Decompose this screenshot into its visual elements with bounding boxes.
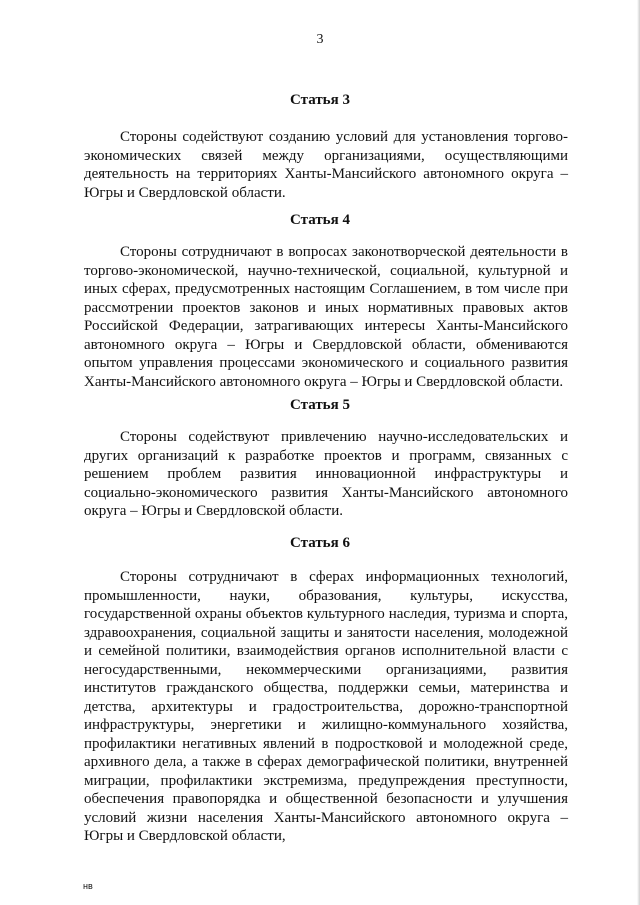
footer-mark: нв: [83, 881, 93, 891]
article-6-text: Стороны сотрудничают в сферах информационных технологий, промышленности, науки, образования, культуры, искусства, государственной охраны объектов культурного наследия, туризма и спорта, здравоохранения, социальной защиты и занятости населения, молодежной и семейной политики, взаимодействия органов исполнительной власти с негосударственными, некоммерческими организациями, развития институтов гражданского общества, поддержки семьи, материнства и детства, архитектуры и градостроительства, дорожно-транспортной инфраструктуры, энергетики и жилищно-коммунального хозяйства, профилактики негативных явлений в подростковой и молодежной среде, архивного дела, а также в сферах демографической политики, внутренней миграции, профилактики экстремизма, предупреждения преступности, обеспечения правопорядка и общественной безопасности и улучшения условий жизни населения Ханты-Мансийского автономного округа – Югры и Свердловской области,: [84, 569, 568, 844]
article-4-heading: Статья 4: [290, 212, 350, 228]
article-5-heading: Статья 5: [290, 397, 350, 413]
article-3-heading: Статья 3: [290, 92, 350, 108]
page-number: 3: [316, 32, 324, 47]
article-5-text: Стороны содействуют привлечению научно-исследовательских и других организаций к разработке проектов и программ, связанных с решением проблем развития инновационной инфраструктуры и социально-экономического развития Ханты-Мансийского автономного округа – Югры и Свердловской области.: [84, 429, 568, 519]
article-4-text: Стороны сотрудничают в вопросах законотворческой деятельности в торгово-экономической, научно-технической, социальной, культурной и иных сферах, предусмотренных настоящим Соглашением, в том числе при рассмотрении проектов законов и иных нормативных правовых актов Российской Федерации, затрагивающих интересы Ханты-Мансийского автономного округа – Югры и Свердловской области, обмениваются опытом управления процессами экономического и социального развития Ханты-Мансийского автономного округа – Югры и Свердловской области.: [84, 244, 568, 390]
article-6-heading: Статья 6: [290, 535, 350, 551]
article-3-text: Стороны содействуют созданию условий для установления торгово-экономических связей между организациями, осуществляющими деятельность на территориях Ханты-Мансийского автономного округа – Югры и Свердловской области.: [84, 129, 568, 201]
